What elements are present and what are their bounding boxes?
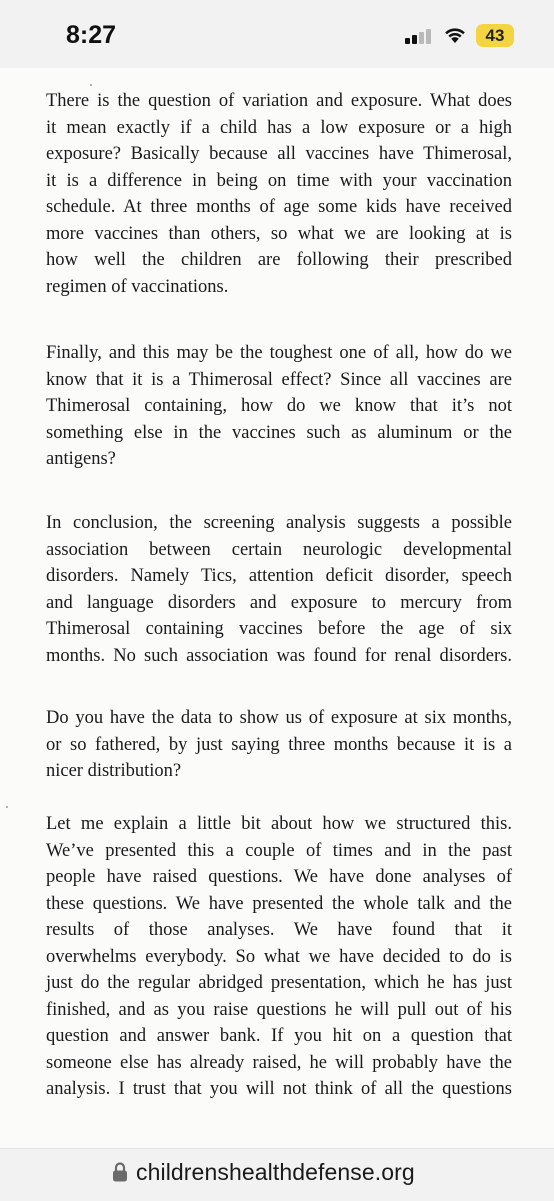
text-line: Finally, and this may be the toughest one of all, how do we	[46, 343, 512, 363]
status-bar	[0, 0, 554, 68]
document-page	[0, 68, 554, 1148]
text-line: more vaccines than others, so what we are looking at is	[46, 223, 512, 244]
text-line: overwhelms everybody. So what we have decided to do is	[46, 946, 512, 967]
text-line: regimen of vaccinations.	[46, 276, 229, 297]
text-line: Let me explain a little bit about how we structured this.	[46, 814, 512, 834]
text-line: association between certain neurologic developmental	[46, 539, 512, 560]
text-line: exposure? Basically because all vaccines have Thimerosal,	[46, 144, 512, 164]
text-line: something else in the vaccines such as aluminum or the	[46, 422, 512, 443]
text-line: schedule. At three months of age some kids have received	[46, 197, 512, 217]
text-line: Thimerosal containing vaccines before the age of six	[46, 619, 512, 639]
text-line: analysis. I trust that you will not think of all the questions	[46, 1079, 512, 1099]
scan-speck	[90, 84, 92, 86]
wifi-icon	[444, 26, 466, 44]
lock-icon	[111, 1161, 129, 1183]
text-line: just do the regular abridged presentation, which he has just	[46, 973, 512, 993]
browser-address-bar[interactable]	[0, 1148, 554, 1201]
text-line: or so fathered, by just saying three months because it is a	[46, 734, 512, 755]
signal-bar	[426, 29, 431, 44]
text-line: it is a difference in being on time with your vaccination	[46, 170, 512, 191]
signal-bar	[412, 35, 417, 44]
battery-icon: 43	[476, 24, 514, 47]
text-line: Do you have the data to show us of exposure at six months,	[46, 708, 512, 728]
scan-speck	[6, 806, 8, 808]
text-line: We’ve presented this a couple of times and in the past	[46, 840, 512, 861]
status-time: 8:27	[66, 21, 117, 49]
text-line: There is the question of variation and exposure. What does	[46, 91, 512, 111]
paragraph-conclusion	[46, 510, 512, 669]
text-line: know that it is a Thimerosal effect? Since all vaccines are	[46, 369, 512, 390]
text-line: how well the children are following their prescribed	[46, 250, 512, 270]
text-line: Thimerosal containing, how do we know that it’s not	[46, 396, 512, 416]
signal-bar	[419, 32, 424, 44]
text-line: nicer distribution?	[46, 761, 182, 781]
paragraph-variation-exposure	[46, 88, 512, 300]
paragraph-question-six-months	[46, 705, 512, 785]
text-line: someone else has already raised, he will probably have the	[46, 1052, 512, 1073]
cellular-signal-icon	[405, 28, 431, 44]
text-line: months. No such association was found for renal disorders.	[46, 645, 512, 666]
text-line: antigens?	[46, 449, 116, 469]
text-line: results of those analyses. We have found that it	[46, 920, 512, 940]
signal-bar	[405, 38, 410, 44]
text-line: these questions. We have presented the whole talk and the	[46, 893, 512, 914]
text-line: people have raised questions. We have done analyses of	[46, 867, 512, 887]
text-line: question and answer bank. If you hit on a question that	[46, 1026, 512, 1046]
paragraph-structure-explanation	[46, 811, 512, 1103]
text-line: it mean exactly if a child has a low exposure or a high	[46, 117, 512, 138]
text-line: In conclusion, the screening analysis suggests a possible	[46, 513, 512, 533]
text-line: and language disorders and exposure to mercury from	[46, 592, 512, 613]
url-domain[interactable]: childrenshealthdefense.org	[136, 1159, 415, 1185]
text-line: disorders. Namely Tics, attention deficit disorder, speech	[46, 566, 512, 586]
paragraph-thimerosal-effect	[46, 340, 512, 473]
text-line: finished, and as you raise questions he will pull out of his	[46, 999, 512, 1020]
